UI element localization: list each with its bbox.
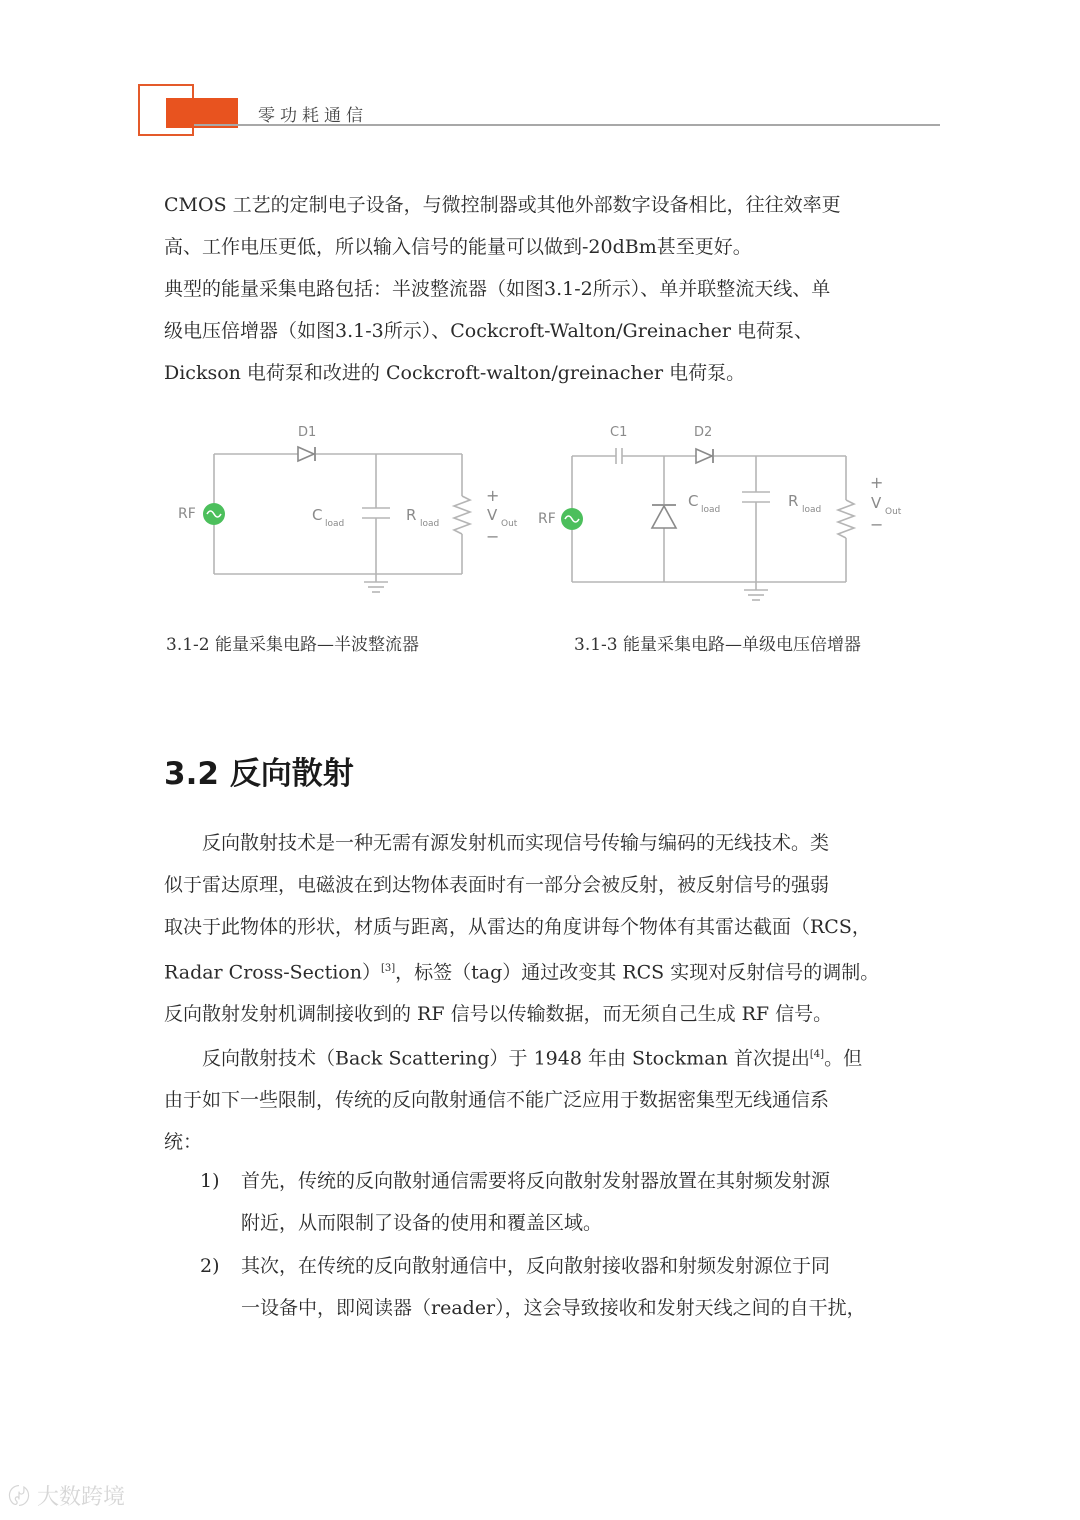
list-number: 2) [200, 1255, 220, 1277]
list-number: 1) [200, 1170, 220, 1192]
text-line: 一设备中，即阅读器（reader），这会导致接收和发射天线之间的自干扰， [241, 1297, 866, 1319]
text-line: 统： [164, 1131, 203, 1154]
citation: [4] [809, 1049, 825, 1060]
text-line: 附近，从而限制了设备的使用和覆盖区域。 [241, 1212, 603, 1234]
text-line: 取决于此物体的形状，材质与距离，从雷达的角度讲每个物体有其雷达截面（RCS， [164, 916, 871, 938]
text-line: 似于雷达原理，电磁波在到达物体表面时有一部分会被反射，被反射信号的强弱 [164, 874, 830, 896]
text-line: 反向散射发射机调制接收到的 RF 信号以传输数据，而无须自己生成 RF 信号。 [164, 1003, 833, 1026]
citation: [3] [380, 963, 396, 974]
cload-label: C [688, 492, 699, 510]
rf-label: RF [538, 511, 556, 527]
text-line: 由于如下一些限制，传统的反向散射通信不能广泛应用于数据密集型无线通信系 [164, 1089, 830, 1112]
rf-label: RF [178, 506, 196, 522]
vout-plus: + [486, 486, 500, 505]
figure-caption: 3.1-3 能量采集电路—单级电压倍增器 [574, 635, 861, 655]
d2-label: D2 [694, 425, 713, 440]
vout-label: V [487, 506, 498, 524]
cload-sub: load [325, 519, 345, 529]
vout-sub: Out [501, 519, 518, 529]
vout-minus: − [486, 527, 500, 546]
text-line: CMOS 工艺的定制电子设备，与微控制器或其他外部数字设备相比，往往效率更 [164, 194, 841, 216]
diode-icon [652, 506, 676, 528]
vout-minus: − [870, 515, 884, 534]
list-item [200, 1245, 924, 1329]
text-line: 高、工作电压更低，所以输入信号的能量可以做到-20dBm甚至更好。 [164, 236, 752, 258]
rload-label: R [406, 506, 417, 524]
figure-caption: 3.1-2 能量采集电路—半波整流器 [166, 635, 419, 655]
text-line [164, 1034, 924, 1079]
half-wave-rectifier-diagram [170, 418, 530, 602]
cload-label: C [312, 506, 323, 524]
c1-label: C1 [610, 425, 628, 440]
cload-sub: load [701, 505, 721, 515]
diode-icon [298, 447, 314, 461]
vout-plus: + [870, 473, 884, 492]
watermark-logo-icon: 〄 [8, 1485, 31, 1510]
list-item [200, 1160, 924, 1244]
text-fragment: ，标签（tag）通过改变其 RCS 实现对反射信号的调制。 [395, 961, 880, 984]
voltage-doubler-diagram [534, 418, 914, 608]
backscatter-paragraph [164, 822, 924, 1035]
section-heading: 3.2 反向散射 [164, 756, 354, 792]
text-fragment: 反向散射技术（Back Scattering）于 1948 年由 Stockman 首次提出 [202, 1047, 810, 1070]
header-title: 零功耗通信 [258, 106, 368, 126]
rload-sub: load [420, 519, 440, 529]
text-line: 级电压倍增器（如图3.1-3所示）、Cockcroft-Walton/Greinacher 电荷泵、 [164, 320, 813, 342]
watermark-text: 大数跨境 [37, 1485, 126, 1510]
text-line [164, 948, 924, 993]
intro-paragraph [164, 184, 924, 394]
text-fragment: Radar Cross-Section） [164, 961, 381, 984]
text-fragment: 。但 [824, 1047, 863, 1070]
text-line: 首先，传统的反向散射通信需要将反向散射发射器放置在其射频发射源 [241, 1170, 831, 1192]
diode-icon [696, 449, 712, 463]
history-paragraph [164, 1034, 924, 1163]
text-line: 典型的能量采集电路包括：半波整流器（如图3.1-2所示）、单并联整流天线、单 [164, 278, 831, 300]
text-line: Dickson 电荷泵和改进的 Cockcroft-walton/greinacher 电荷泵。 [164, 362, 746, 384]
rload-label: R [788, 492, 799, 510]
vout-label: V [871, 494, 882, 512]
vout-sub: Out [885, 507, 902, 517]
rload-sub: load [802, 505, 822, 515]
watermark [8, 1480, 125, 1511]
d1-label: D1 [298, 425, 317, 440]
text-line: 反向散射技术是一种无需有源发射机而实现信号传输与编码的无线技术。类 [202, 832, 830, 854]
text-line: 其次，在传统的反向散射通信中，反向散射接收器和射频发射源位于同 [241, 1255, 831, 1277]
